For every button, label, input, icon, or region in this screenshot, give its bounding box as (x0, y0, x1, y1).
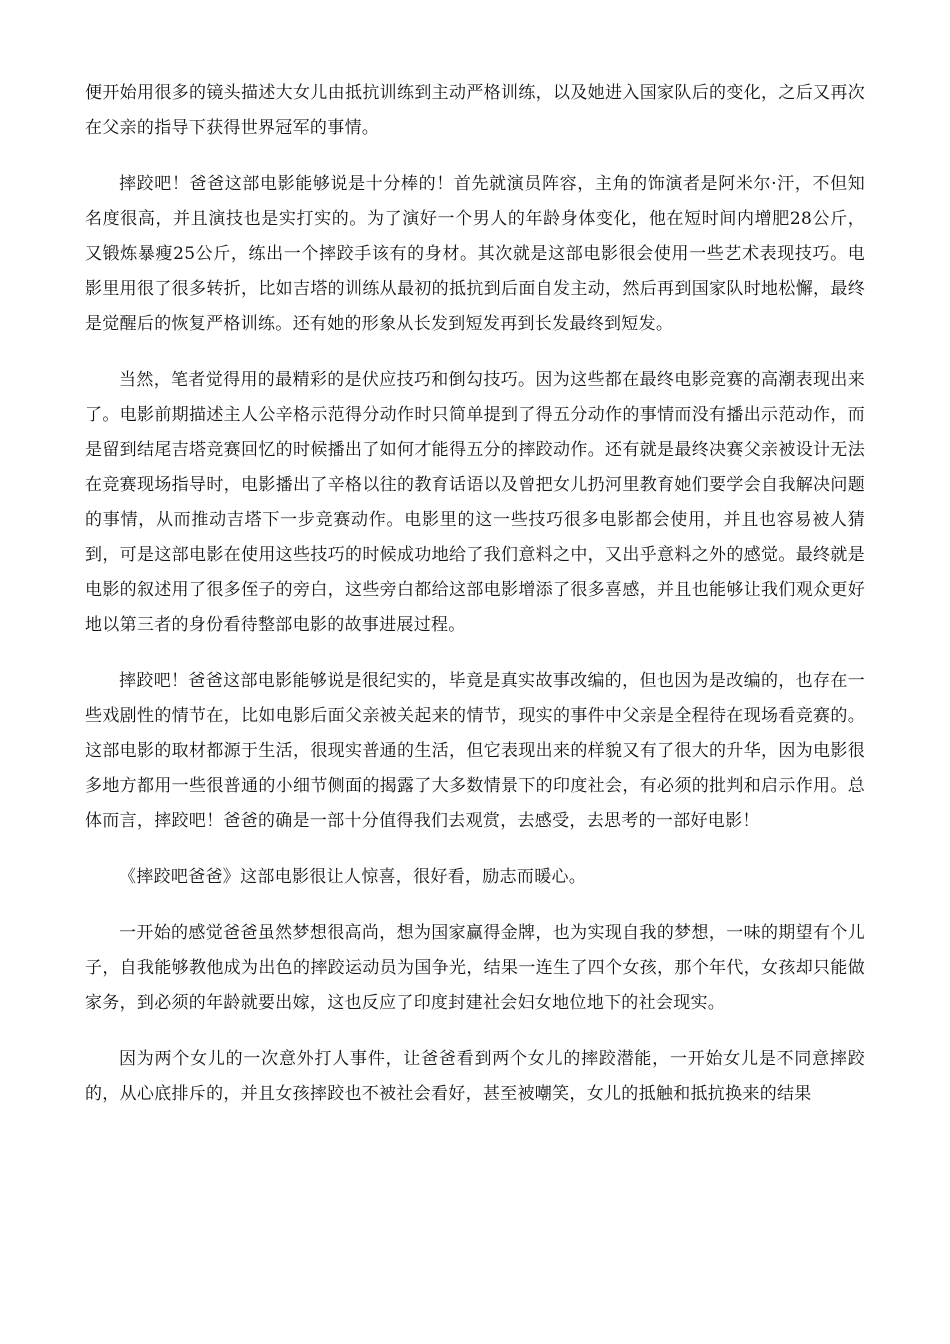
paragraph-cast-and-techniques: 摔跤吧！爸爸这部电影能够说是十分棒的！首先就演员阵容，主角的饰演者是阿米尔·汗，不但知名度很高，并且演技也是实打实的。为了演好一个男人的年龄身体变化，他在短时间内增肥28公斤，又锻炼暴瘦25公斤，练出一个摔跤手该有的身材。其次就是这部电影很会使用一些艺术表现技巧。电影里用很了很多转折，比如吉塔的训练从最初的抵抗到后面自发主动，然后再到国家队时地松懈，最终是觉醒后的恢复严格训练。还有她的形象从长发到短发再到长发最终到短发。 (85, 174, 865, 334)
paragraph-impression: 《摔跤吧爸爸》这部电影很让人惊喜，很好看，励志而暖心。 (119, 867, 587, 887)
paragraph-daughters-potential: 因为两个女儿的一次意外打人事件，让爸爸看到两个女儿的摔跤潜能，一开始女儿是不同意摔跤的，从心底排斥的，并且女孩摔跤也不被社会看好，甚至被嘲笑，女儿的抵触和抵抗换来的结果 (85, 1049, 865, 1104)
paragraph-realism: 摔跤吧！爸爸这部电影能够说是很纪实的，毕竟是真实故事改编的，但也因为是改编的，也存在一些戏剧性的情节在，比如电影后面父亲被关起来的情节，现实的事件中父亲是全程待在现场看竞赛的。这部电影的取材都源于生活，很现实普通的生活，但它表现出来的样貌又有了很大的升华，因为电影很多地方都用一些很普通的小细节侧面的揭露了大多数情景下的印度社会，有必须的批判和启示作用。总体而言，摔跤吧！爸爸的确是一部十分值得我们去观赏，去感受，去思考的一部好电影！ (85, 671, 865, 831)
paragraph-foreshadowing: 当然，笔者觉得用的最精彩的是伏应技巧和倒勾技巧。因为这些都在最终电影竞赛的高潮表现出来了。电影前期描述主人公辛格示范得分动作时只简单提到了得五分动作的事情而没有播出示范动作，而是留到结尾吉塔竞赛回忆的时候播出了如何才能得五分的摔跤动作。还有就是最终决赛父亲被设计无法在竞赛现场指导时，电影播出了辛格以往的教育话语以及曾把女儿扔河里教育她们要学会自我解决问题的事情，从而推动吉塔下一步竞赛动作。电影里的这一些技巧很多电影都会使用，并且也容易被人猜到，可是这部电影在使用这些技巧的时候成功地给了我们意料之中，又出乎意料之外的感觉。最终就是电影的叙述用了很多侄子的旁白，这些旁白都给这部电影增添了很多喜感，并且也能够让我们观众更好地以第三者的身份看待整部电影的故事进展过程。 (85, 370, 865, 635)
paragraph-father-dream: 一开始的感觉爸爸虽然梦想很高尚，想为国家赢得金牌，也为实现自我的梦想，一味的期望有个儿子，自我能够教他成为出色的摔跤运动员为国争光，结果一连生了四个女孩，那个年代，女孩却只能做家务，到必须的年龄就要出嫁，这也反应了印度封建社会妇女地位地下的社会现实。 (85, 923, 865, 1013)
paragraph-continuation: 便开始用很多的镜头描述大女儿由抵抗训练到主动严格训练，以及她进入国家队后的变化，之后又再次在父亲的指导下获得世界冠军的事情。 (85, 83, 865, 138)
article-body (85, 76, 865, 1133)
